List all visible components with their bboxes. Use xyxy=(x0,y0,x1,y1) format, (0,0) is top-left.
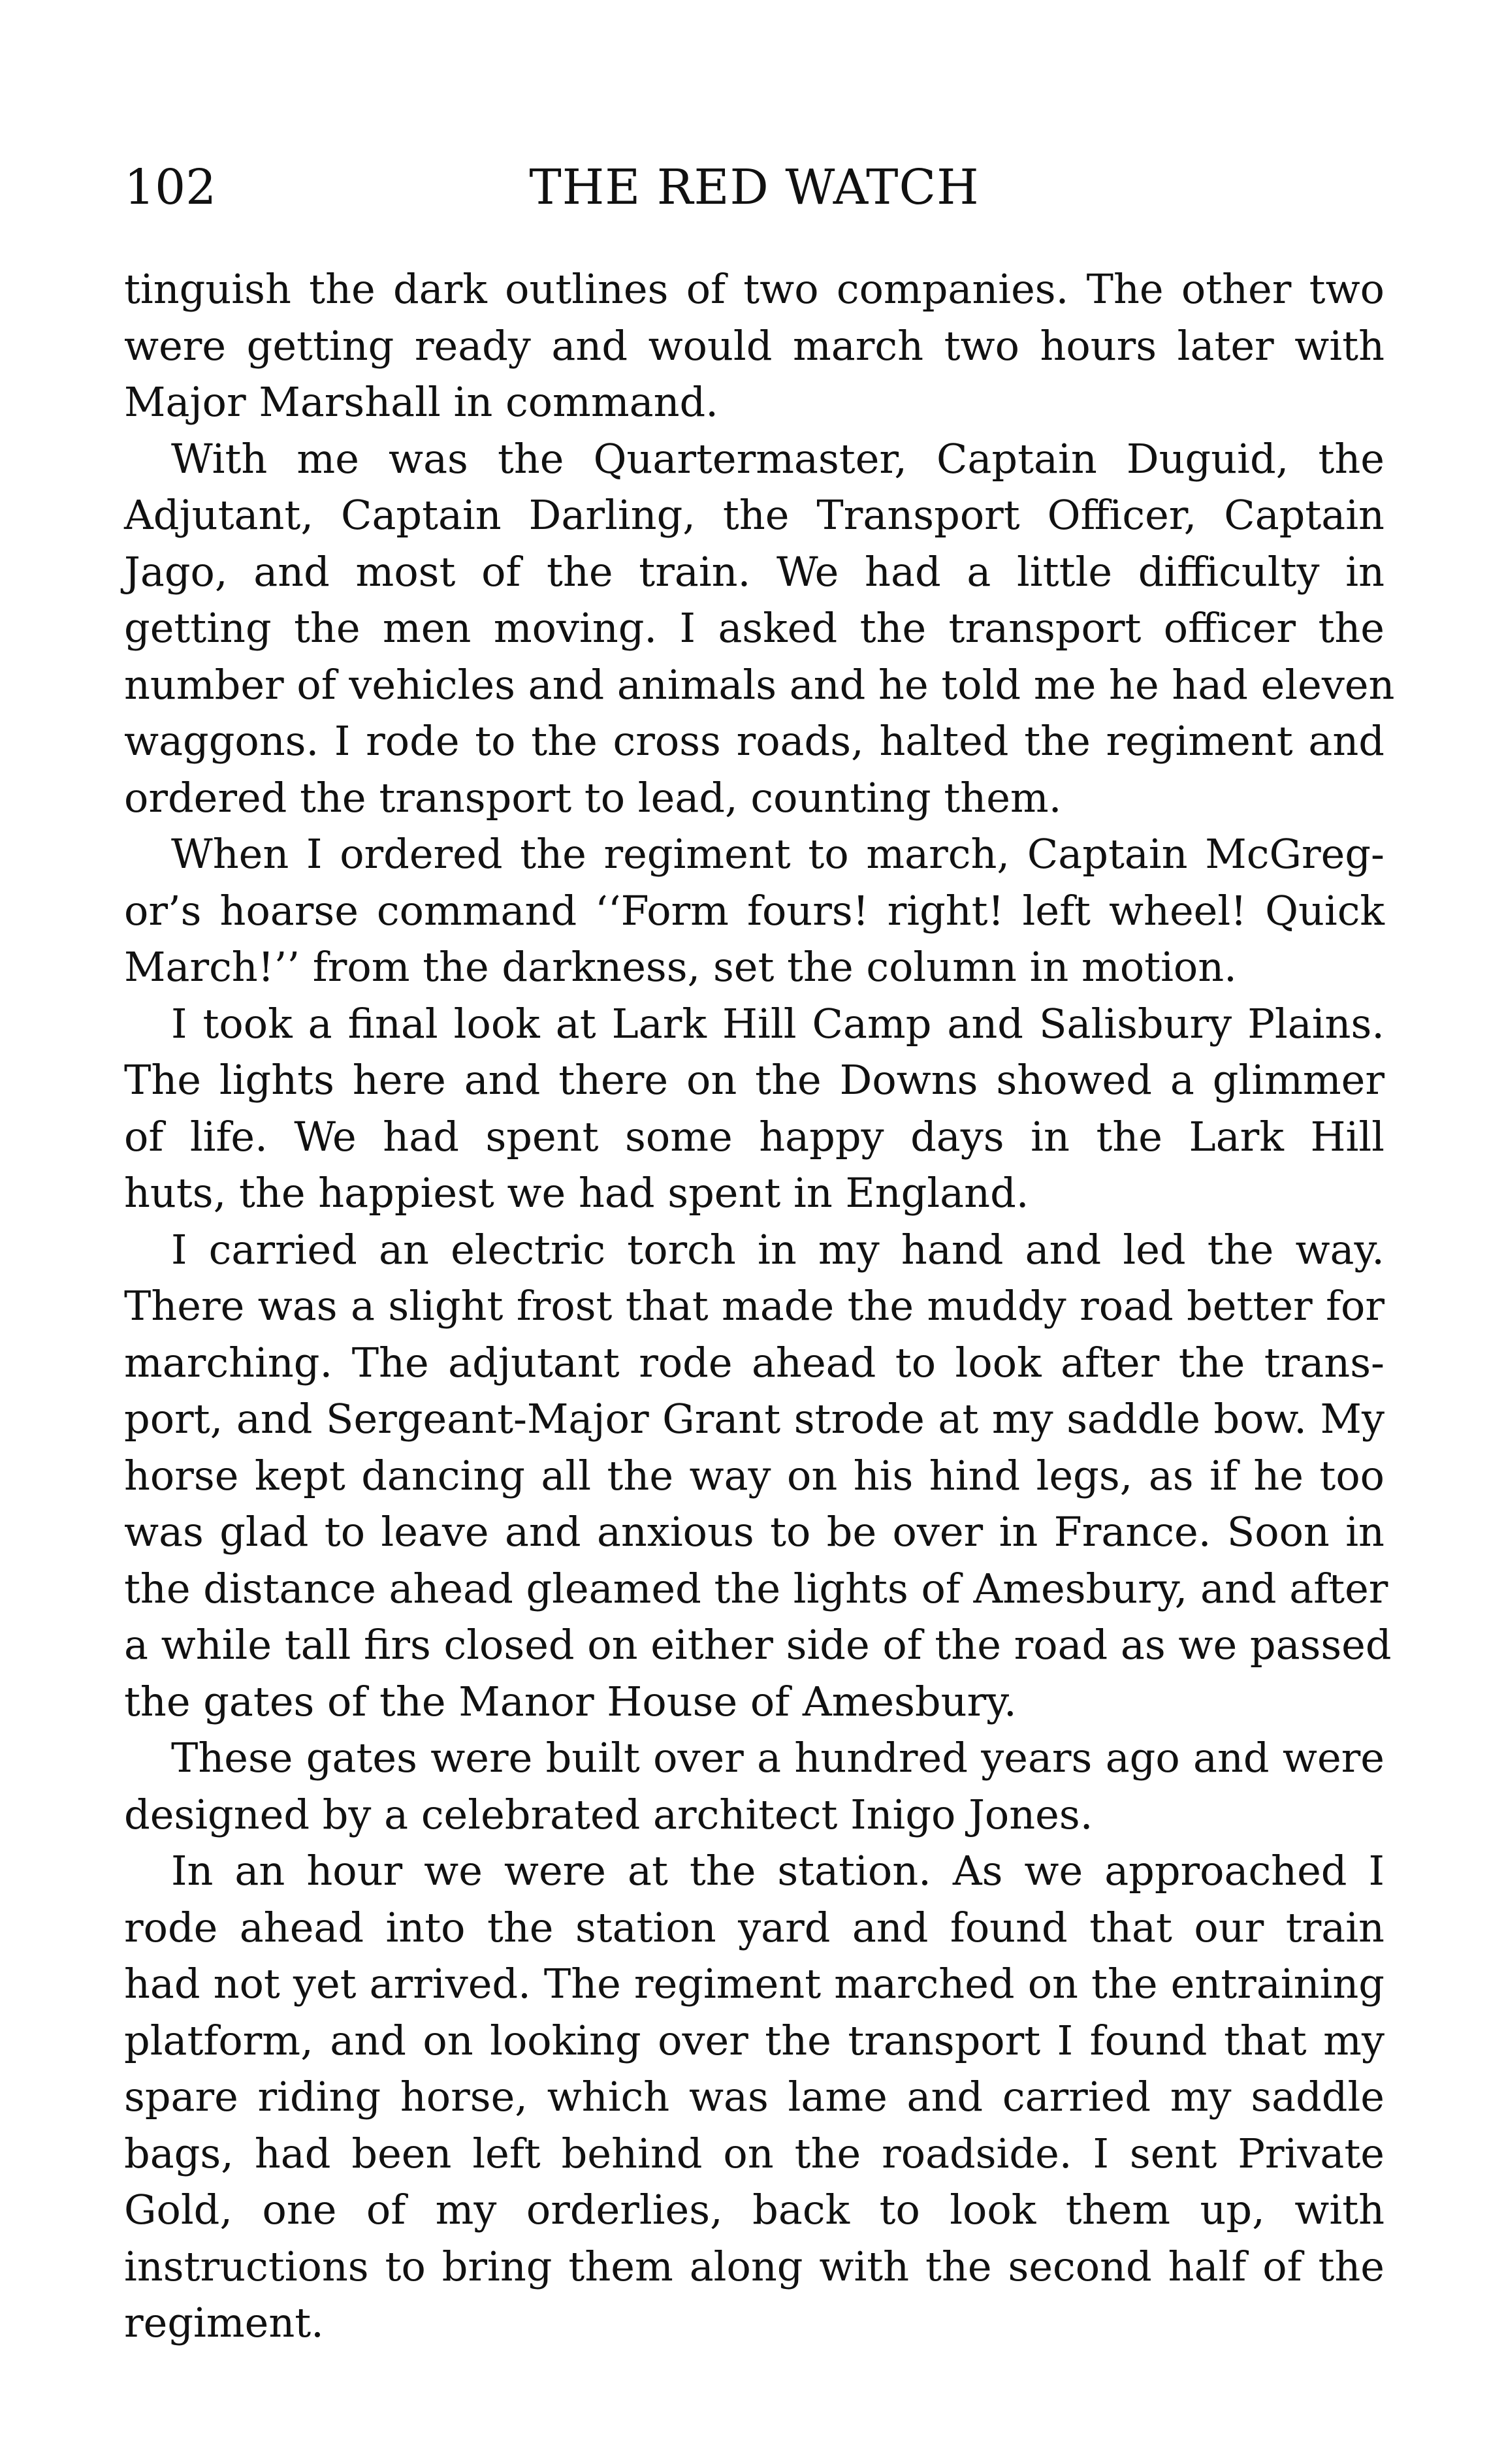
text-line: were getting ready and would march two hours later with xyxy=(124,321,1385,370)
paragraph xyxy=(124,1843,1385,2352)
text-line: huts, the happiest we had spent in England. xyxy=(124,1169,1029,1217)
text-line: With me was the Quartermaster, Captain Duguid, the xyxy=(171,434,1385,483)
text-line: getting the men moving. I asked the transport officer the xyxy=(124,604,1385,652)
text-line: March!’’ from the darkness, set the column in motion. xyxy=(124,943,1237,991)
page-number: 102 xyxy=(124,159,217,216)
text-line: the gates of the Manor House of Amesbury. xyxy=(124,1677,1017,1725)
text-line: regiment. xyxy=(124,2299,324,2346)
text-line: These gates were built over a hundred years ago and were xyxy=(171,1734,1385,1782)
running-title: THE RED WATCH xyxy=(529,159,980,216)
running-head xyxy=(124,152,1385,223)
text-line: was glad to leave and anxious to be over in France. Soon in xyxy=(124,1508,1385,1556)
text-line: When I ordered the regiment to march, Captain McGreg- xyxy=(171,830,1385,878)
text-line: Jago, and most of the train. We had a little difficulty in xyxy=(124,547,1385,596)
text-line: had not yet arrived. The regiment marched on the entraining xyxy=(124,1960,1385,2008)
paragraph xyxy=(124,826,1385,996)
paragraph xyxy=(124,431,1395,827)
paragraph xyxy=(124,996,1385,1222)
text-line: horse kept dancing all the way on his hind legs, as if he too xyxy=(124,1451,1385,1499)
text-line: waggons. I rode to the cross roads, halted the regiment and xyxy=(124,717,1385,765)
text-line: In an hour we were at the station. As we approached I xyxy=(171,1847,1385,1895)
text-line: There was a slight frost that made the muddy road better for xyxy=(124,1282,1385,1330)
paragraph xyxy=(124,1222,1392,1731)
paragraph xyxy=(124,1730,1385,1843)
text-line: rode ahead into the station yard and found that our train xyxy=(124,1903,1385,1951)
text-line: spare riding horse, which was lame and carried my saddle xyxy=(124,2073,1385,2120)
text-line: of life. We had spent some happy days in the Lark Hill xyxy=(124,1112,1385,1160)
text-line: The lights here and there on the Downs showed a glimmer xyxy=(124,1056,1385,1104)
text-line: the distance ahead gleamed the lights of Amesbury, and after xyxy=(124,1564,1388,1612)
text-line: number of vehicles and animals and he told me he had eleven xyxy=(124,660,1395,709)
body-text xyxy=(124,261,1395,2352)
paragraph xyxy=(124,261,1385,431)
text-line: Major Marshall in command. xyxy=(124,378,718,426)
text-line: designed by a celebrated architect Inigo Jones. xyxy=(124,1790,1093,1838)
text-line: bags, had been left behind on the roadside. I sent Private xyxy=(124,2129,1385,2177)
text-line: instructions to bring them along with the second half of the xyxy=(124,2242,1385,2290)
text-line: tinguish the dark outlines of two companies. The other two xyxy=(124,265,1385,313)
text-line: ordered the transport to lead, counting them. xyxy=(124,773,1062,822)
text-line: marching. The adjutant rode ahead to look after the trans- xyxy=(124,1338,1385,1386)
text-line: or’s hoarse command ‘‘Form fours! right! left wheel! Quick xyxy=(124,886,1385,935)
text-line: platform, and on looking over the transport I found that my xyxy=(124,2016,1385,2064)
text-line: a while tall firs closed on either side of the road as we passed xyxy=(124,1621,1392,1669)
text-line: I carried an electric torch in my hand and led the way. xyxy=(171,1225,1385,1273)
text-line: port, and Sergeant-Major Grant strode at my saddle bow. My xyxy=(124,1395,1385,1443)
text-line: Gold, one of my orderlies, back to look them up, with xyxy=(124,2186,1385,2233)
text-line: I took a final look at Lark Hill Camp and Salisbury Plains. xyxy=(171,999,1385,1048)
text-line: Adjutant, Captain Darling, the Transport Officer, Captain xyxy=(124,491,1385,539)
